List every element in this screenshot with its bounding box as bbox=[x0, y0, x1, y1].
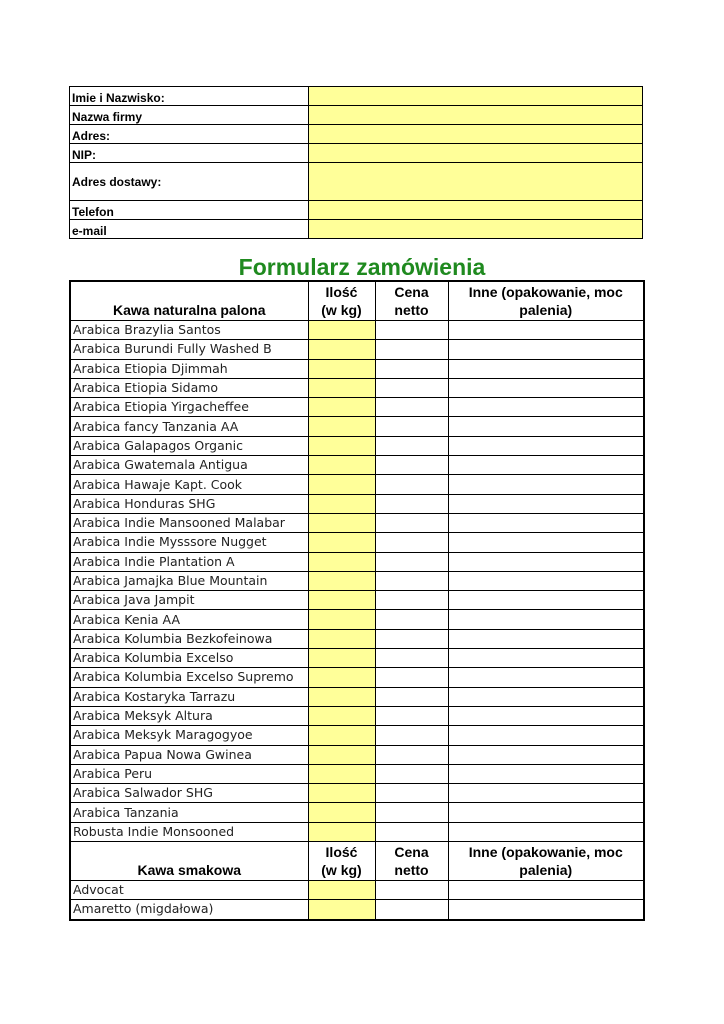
quantity-input[interactable] bbox=[308, 649, 375, 668]
price-cell[interactable] bbox=[375, 706, 448, 725]
quantity-input[interactable] bbox=[308, 340, 375, 359]
product-row bbox=[70, 321, 644, 340]
quantity-input[interactable] bbox=[308, 321, 375, 340]
page-title: Formularz zamówienia bbox=[238, 254, 486, 280]
price-cell[interactable] bbox=[375, 456, 448, 475]
product-row bbox=[70, 881, 644, 900]
other-notes-cell[interactable] bbox=[448, 610, 644, 629]
product-name: Arabica Kolumbia Excelso bbox=[70, 649, 308, 668]
price-cell[interactable] bbox=[375, 745, 448, 764]
product-row bbox=[70, 456, 644, 475]
product-row bbox=[70, 378, 644, 397]
other-notes-cell[interactable] bbox=[448, 784, 644, 803]
quantity-input[interactable] bbox=[308, 784, 375, 803]
product-name: Arabica Etiopia Djimmah bbox=[70, 359, 308, 378]
quantity-input[interactable] bbox=[308, 822, 375, 841]
other-notes-cell[interactable] bbox=[448, 649, 644, 668]
quantity-input[interactable] bbox=[308, 552, 375, 571]
customer-field-input[interactable] bbox=[309, 220, 643, 239]
price-header-line2: netto bbox=[394, 862, 429, 879]
price-cell[interactable] bbox=[375, 513, 448, 532]
product-row bbox=[70, 359, 644, 378]
product-name: Arabica Kostaryka Tarrazu bbox=[70, 687, 308, 706]
customer-field-label: Telefon bbox=[70, 201, 309, 220]
product-name: Arabica Burundi Fully Washed B bbox=[70, 340, 308, 359]
other-notes-cell[interactable] bbox=[448, 764, 644, 783]
other-notes-cell[interactable] bbox=[448, 513, 644, 532]
order-table bbox=[69, 280, 645, 921]
other-notes-cell[interactable] bbox=[448, 533, 644, 552]
other-notes-cell[interactable] bbox=[448, 340, 644, 359]
product-row bbox=[70, 610, 644, 629]
customer-field-input[interactable] bbox=[309, 201, 643, 220]
quantity-input[interactable] bbox=[308, 417, 375, 436]
product-name: Arabica Jamajka Blue Mountain bbox=[70, 571, 308, 590]
price-cell[interactable] bbox=[375, 610, 448, 629]
other-notes-cell[interactable] bbox=[448, 321, 644, 340]
quantity-input[interactable] bbox=[308, 881, 375, 900]
price-cell[interactable] bbox=[375, 436, 448, 455]
product-row bbox=[70, 803, 644, 822]
other-notes-cell[interactable] bbox=[448, 417, 644, 436]
price-cell[interactable] bbox=[375, 359, 448, 378]
other-notes-cell[interactable] bbox=[448, 629, 644, 648]
other-notes-cell[interactable] bbox=[448, 900, 644, 920]
other-notes-cell[interactable] bbox=[448, 803, 644, 822]
quantity-input[interactable] bbox=[308, 475, 375, 494]
customer-info-table bbox=[69, 86, 643, 239]
quantity-input[interactable] bbox=[308, 706, 375, 725]
other-header-line1: Inne (opakowanie, moc bbox=[468, 284, 623, 300]
product-name: Arabica Indie Mysssore Nugget bbox=[70, 533, 308, 552]
product-name: Amaretto (migdałowa) bbox=[70, 900, 308, 920]
product-row bbox=[70, 340, 644, 359]
quantity-input[interactable] bbox=[308, 513, 375, 532]
other-notes-cell[interactable] bbox=[448, 687, 644, 706]
other-header bbox=[448, 842, 644, 881]
customer-field-label: NIP: bbox=[70, 144, 309, 163]
customer-field-input[interactable] bbox=[309, 106, 643, 125]
quantity-input[interactable] bbox=[308, 668, 375, 687]
product-row bbox=[70, 571, 644, 590]
product-row bbox=[70, 687, 644, 706]
product-row bbox=[70, 513, 644, 532]
customer-field-input[interactable] bbox=[309, 87, 643, 106]
other-notes-cell[interactable] bbox=[448, 494, 644, 513]
product-name: Arabica Meksyk Maragogyoe bbox=[70, 726, 308, 745]
product-row bbox=[70, 706, 644, 725]
section-header-row bbox=[70, 842, 644, 881]
customer-field-row bbox=[70, 87, 643, 106]
product-name: Arabica Salwador SHG bbox=[70, 784, 308, 803]
quantity-input[interactable] bbox=[308, 726, 375, 745]
other-header-line2: palenia) bbox=[519, 302, 573, 318]
price-cell[interactable] bbox=[375, 494, 448, 513]
price-cell[interactable] bbox=[375, 881, 448, 900]
other-notes-cell[interactable] bbox=[448, 706, 644, 725]
quantity-header-line1: Ilość bbox=[325, 284, 358, 300]
product-name: Arabica Indie Mansooned Malabar bbox=[70, 513, 308, 532]
price-cell[interactable] bbox=[375, 378, 448, 397]
quantity-input[interactable] bbox=[308, 629, 375, 648]
customer-field-label: Imie i Nazwisko: bbox=[70, 87, 309, 106]
price-cell[interactable] bbox=[375, 629, 448, 648]
quantity-header-line2: (w kg) bbox=[321, 862, 362, 879]
product-row bbox=[70, 475, 644, 494]
other-notes-cell[interactable] bbox=[448, 398, 644, 417]
quantity-input[interactable] bbox=[308, 900, 375, 920]
product-name: Advocat bbox=[70, 881, 308, 900]
product-name: Arabica Meksyk Altura bbox=[70, 706, 308, 725]
other-notes-cell[interactable] bbox=[448, 378, 644, 397]
customer-field-label: Adres: bbox=[70, 125, 309, 144]
other-notes-cell[interactable] bbox=[448, 822, 644, 841]
quantity-input[interactable] bbox=[308, 533, 375, 552]
product-name: Arabica Galapagos Organic bbox=[70, 436, 308, 455]
section-header-row bbox=[70, 281, 644, 321]
product-row bbox=[70, 745, 644, 764]
quantity-input[interactable] bbox=[308, 687, 375, 706]
product-row bbox=[70, 533, 644, 552]
product-name: Arabica fancy Tanzania AA bbox=[70, 417, 308, 436]
quantity-header-line1: Ilość bbox=[325, 844, 358, 861]
price-header bbox=[375, 281, 448, 321]
price-cell[interactable] bbox=[375, 571, 448, 590]
product-row bbox=[70, 417, 644, 436]
price-header-line2: netto bbox=[394, 302, 429, 318]
price-cell[interactable] bbox=[375, 340, 448, 359]
product-name: Arabica Kolumbia Excelso Supremo bbox=[70, 668, 308, 687]
product-row bbox=[70, 649, 644, 668]
other-notes-cell[interactable] bbox=[448, 745, 644, 764]
product-row bbox=[70, 784, 644, 803]
price-cell[interactable] bbox=[375, 591, 448, 610]
product-name: Arabica Papua Nowa Gwinea bbox=[70, 745, 308, 764]
product-name: Arabica Indie Plantation A bbox=[70, 552, 308, 571]
other-notes-cell[interactable] bbox=[448, 668, 644, 687]
product-name: Arabica Hawaje Kapt. Cook bbox=[70, 475, 308, 494]
price-header bbox=[375, 842, 448, 881]
other-header-line1: Inne (opakowanie, moc bbox=[468, 844, 623, 861]
other-header-line2: palenia) bbox=[519, 862, 573, 879]
customer-field-label: Nazwa firmy bbox=[70, 106, 309, 125]
customer-field-label: Adres dostawy: bbox=[70, 163, 309, 201]
quantity-input[interactable] bbox=[308, 610, 375, 629]
quantity-header bbox=[308, 281, 375, 321]
section-name-header: Kawa naturalna palona bbox=[70, 281, 308, 321]
other-notes-cell[interactable] bbox=[448, 881, 644, 900]
other-notes-cell[interactable] bbox=[448, 475, 644, 494]
product-name: Arabica Gwatemala Antigua bbox=[70, 456, 308, 475]
other-notes-cell[interactable] bbox=[448, 436, 644, 455]
product-name: Arabica Etiopia Yirgacheffee bbox=[70, 398, 308, 417]
other-notes-cell[interactable] bbox=[448, 456, 644, 475]
price-cell[interactable] bbox=[375, 687, 448, 706]
price-cell[interactable] bbox=[375, 398, 448, 417]
quantity-header bbox=[308, 842, 375, 881]
product-name: Robusta Indie Monsooned bbox=[70, 822, 308, 841]
customer-field-input[interactable] bbox=[309, 125, 643, 144]
section-name-header: Kawa smakowa bbox=[70, 842, 308, 881]
other-notes-cell[interactable] bbox=[448, 571, 644, 590]
product-row bbox=[70, 629, 644, 648]
product-name: Arabica Tanzania bbox=[70, 803, 308, 822]
customer-field-row bbox=[70, 163, 643, 201]
quantity-header-line2: (w kg) bbox=[321, 302, 362, 318]
product-row bbox=[70, 591, 644, 610]
customer-field-label: e-mail bbox=[70, 220, 309, 239]
product-row bbox=[70, 822, 644, 841]
product-row bbox=[70, 726, 644, 745]
quantity-input[interactable] bbox=[308, 494, 375, 513]
product-name: Arabica Kolumbia Bezkofeinowa bbox=[70, 629, 308, 648]
product-name: Arabica Etiopia Sidamo bbox=[70, 378, 308, 397]
quantity-input[interactable] bbox=[308, 803, 375, 822]
other-notes-cell[interactable] bbox=[448, 591, 644, 610]
quantity-input[interactable] bbox=[308, 764, 375, 783]
product-row bbox=[70, 764, 644, 783]
price-cell[interactable] bbox=[375, 552, 448, 571]
customer-field-row bbox=[70, 144, 643, 163]
quantity-input[interactable] bbox=[308, 359, 375, 378]
customer-field-row bbox=[70, 125, 643, 144]
customer-field-row bbox=[70, 220, 643, 239]
other-header bbox=[448, 281, 644, 321]
other-notes-cell[interactable] bbox=[448, 726, 644, 745]
price-cell[interactable] bbox=[375, 533, 448, 552]
price-header-line1: Cena bbox=[394, 284, 429, 300]
price-cell[interactable] bbox=[375, 321, 448, 340]
product-name: Arabica Peru bbox=[70, 764, 308, 783]
other-notes-cell[interactable] bbox=[448, 359, 644, 378]
other-notes-cell[interactable] bbox=[448, 552, 644, 571]
product-name: Arabica Kenia AA bbox=[70, 610, 308, 629]
price-cell[interactable] bbox=[375, 900, 448, 920]
price-cell[interactable] bbox=[375, 784, 448, 803]
product-row bbox=[70, 900, 644, 920]
quantity-input[interactable] bbox=[308, 436, 375, 455]
price-cell[interactable] bbox=[375, 803, 448, 822]
price-cell[interactable] bbox=[375, 764, 448, 783]
quantity-input[interactable] bbox=[308, 378, 375, 397]
product-row bbox=[70, 398, 644, 417]
product-row bbox=[70, 668, 644, 687]
customer-field-input[interactable] bbox=[309, 144, 643, 163]
price-cell[interactable] bbox=[375, 668, 448, 687]
quantity-input[interactable] bbox=[308, 745, 375, 764]
quantity-input[interactable] bbox=[308, 398, 375, 417]
customer-field-input[interactable] bbox=[309, 163, 643, 201]
product-row bbox=[70, 436, 644, 455]
price-cell[interactable] bbox=[375, 475, 448, 494]
quantity-input[interactable] bbox=[308, 591, 375, 610]
price-cell[interactable] bbox=[375, 726, 448, 745]
price-cell[interactable] bbox=[375, 649, 448, 668]
product-name: Arabica Java Jampit bbox=[70, 591, 308, 610]
customer-field-row bbox=[70, 106, 643, 125]
price-cell[interactable] bbox=[375, 822, 448, 841]
price-cell[interactable] bbox=[375, 417, 448, 436]
quantity-input[interactable] bbox=[308, 571, 375, 590]
product-row bbox=[70, 552, 644, 571]
customer-field-row bbox=[70, 201, 643, 220]
quantity-input[interactable] bbox=[308, 456, 375, 475]
product-name: Arabica Honduras SHG bbox=[70, 494, 308, 513]
product-row bbox=[70, 494, 644, 513]
price-header-line1: Cena bbox=[394, 844, 429, 861]
product-name: Arabica Brazylia Santos bbox=[70, 321, 308, 340]
